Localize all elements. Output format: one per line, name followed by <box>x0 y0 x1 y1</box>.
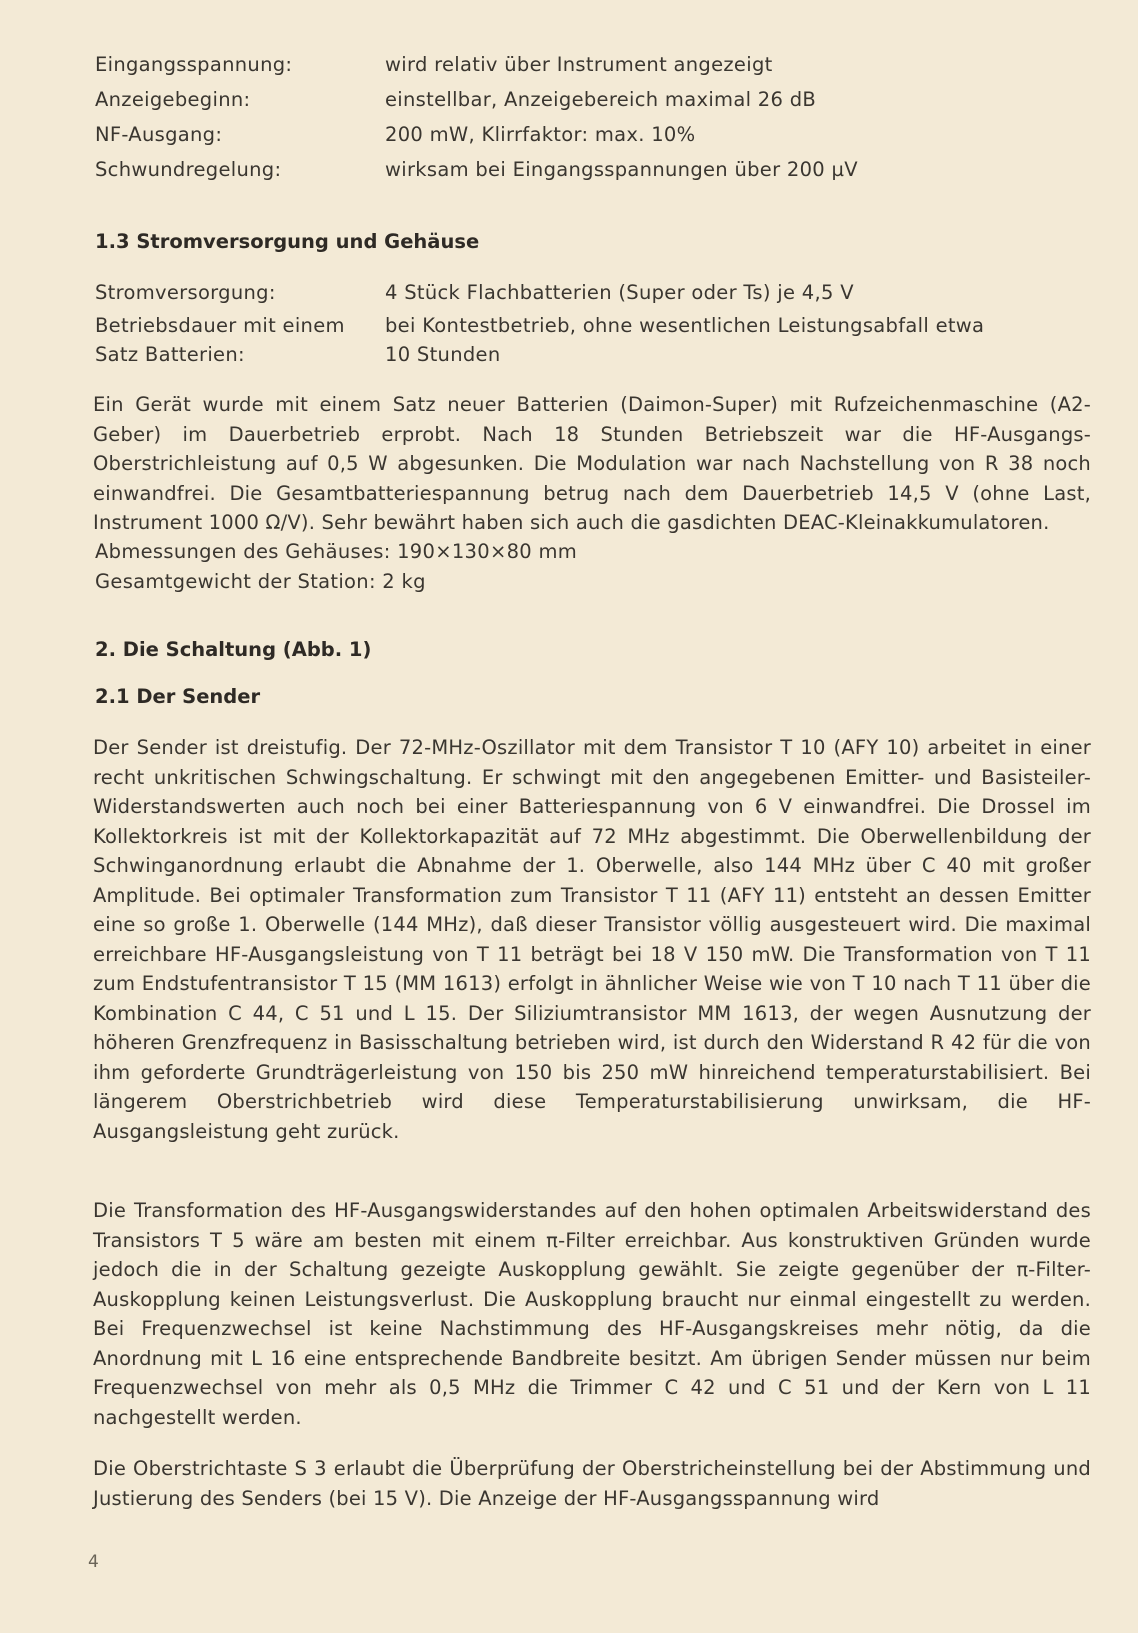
body-paragraph: Der Sender ist dreistufig. Der 72-MHz-Oszillator mit dem Transistor T 10 (AFY 10) arbeitet in einer recht unkritischen Schwingschaltung. Er schwingt mit den angegebenen Emitter- und Basisteiler-Widerstandswerten auch noch bei einer Batteriespannung von 6 V einwandfrei. Die Drossel im Kollektorkreis ist mit der Kollektorkapazität auf 72 MHz abgestimmt. Die Oberwellenbildung der Schwinganordnung erlaubt die Abnahme der 1. Oberwelle, also 144 MHz über C 40 mit großer Amplitude. Bei optimaler Transformation zum Transistor T 11 (AFY 11) entsteht an dessen Emitter eine so große 1. Oberwelle (144 MHz), daß dieser Transistor völlig ausgesteuert wird. Die maximal erreichbare HF-Ausgangsleistung von T 11 beträgt bei 18 V 150 mW. Die Transformation von T 11 zum Endstufentransistor T 15 (MM 1613) erfolgt in ähnlicher Weise wie von T 10 nach T 11 über die Kombination C 44, C 51 und L 15. Der Siliziumtransistor MM 1613, der wegen Ausnutzung der höheren Grenzfrequenz in Basisschaltung betrieben wird, ist durch den Widerstand R 42 für die von ihm geforderte Grundträgerleistung von 150 bis 250 mW hinreichend temperaturstabilisiert. Bei längerem Oberstrichbetrieb wird diese Temperaturstabilisierung unwirksam, die HF-Ausgangsleistung geht zurück. <box>93 736 1091 1143</box>
section-heading: 2. Die Schaltung (Abb. 1) <box>95 638 372 661</box>
spec-label: Schwundregelung: <box>95 158 282 181</box>
spec-value: 10 Stunden <box>385 343 501 366</box>
spec-value: einstellbar, Anzeigebereich maximal 26 dB <box>385 88 817 111</box>
spec-value: wird relativ über Instrument angezeigt <box>385 53 773 76</box>
spec-label: Anzeigebeginn: <box>95 88 251 111</box>
body-paragraph: Ein Gerät wurde mit einem Satz neuer Batterien (Daimon-Super) mit Rufzeichenmaschine (A2-Geber) im Dauerbetrieb erprobt. Nach 18 Stunden Betriebszeit war die HF-Ausgangs-Oberstrichleistung auf 0,5 W abgesunken. Die Modulation war nach Nachstellung von R 38 noch einwandfrei. Die Gesamtbatteriespannung betrug nach dem Dauerbetrieb 14,5 V (ohne Last, Instrument 1000 Ω/V). Sehr bewährt haben sich auch die gasdichten DEAC-Kleinakkumulatoren. <box>93 393 1091 534</box>
spec-value: 200 mW, Klirrfaktor: max. 10% <box>385 123 696 146</box>
section-heading: 1.3 Stromversorgung und Gehäuse <box>95 230 480 253</box>
subsection-heading: 2.1 Der Sender <box>95 685 261 708</box>
spec-value: bei Kontestbetrieb, ohne wesentlichen Leistungsabfall etwa <box>385 314 985 337</box>
spec-label: Betriebsdauer mit einem <box>95 314 345 337</box>
body-paragraph: Die Transformation des HF-Ausgangswiderstandes auf den hohen optimalen Arbeitswiderstand des Transistors T 5 wäre am besten mit einem π-Filter erreichbar. Aus konstruktiven Gründen wurde jedoch die in der Schaltung gezeigte Auskopplung gewählt. Sie zeigte gegenüber der π-Filter-Auskopplung keinen Leistungsverlust. Die Auskopplung braucht nur einmal eingestellt zu werden. Bei Frequenzwechsel ist keine Nachstimmung des HF-Ausgangskreises mehr nötig, da die Anordnung mit L 16 eine entsprechende Bandbreite besitzt. Am übrigen Sender müssen nur beim Frequenzwechsel von mehr als 0,5 MHz die Trimmer C 42 und C 51 und der Kern von L 11 nachgestellt werden. <box>93 1199 1091 1429</box>
spec-label: Eingangsspannung: <box>95 53 293 76</box>
body-paragraph: Die Oberstrichtaste S 3 erlaubt die Überprüfung der Oberstricheinstellung bei der Abstimmung und Justierung des Senders (bei 15 V). Die Anzeige der HF-Ausgangsspannung wird <box>93 1457 1091 1510</box>
spec-label: Satz Batterien: <box>95 343 245 366</box>
spec-value: 4 Stück Flachbatterien (Super oder Ts) je 4,5 V <box>385 281 854 304</box>
dimensions-text: Abmessungen des Gehäuses: 190×130×80 mm <box>95 540 578 563</box>
spec-value: wirksam bei Eingangsspannungen über 200 µV <box>385 158 858 181</box>
spec-label: Stromversorgung: <box>95 281 276 304</box>
weight-text: Gesamtgewicht der Station: 2 kg <box>95 570 426 593</box>
page-number: 4 <box>88 1552 99 1572</box>
spec-label: NF-Ausgang: <box>95 123 223 146</box>
